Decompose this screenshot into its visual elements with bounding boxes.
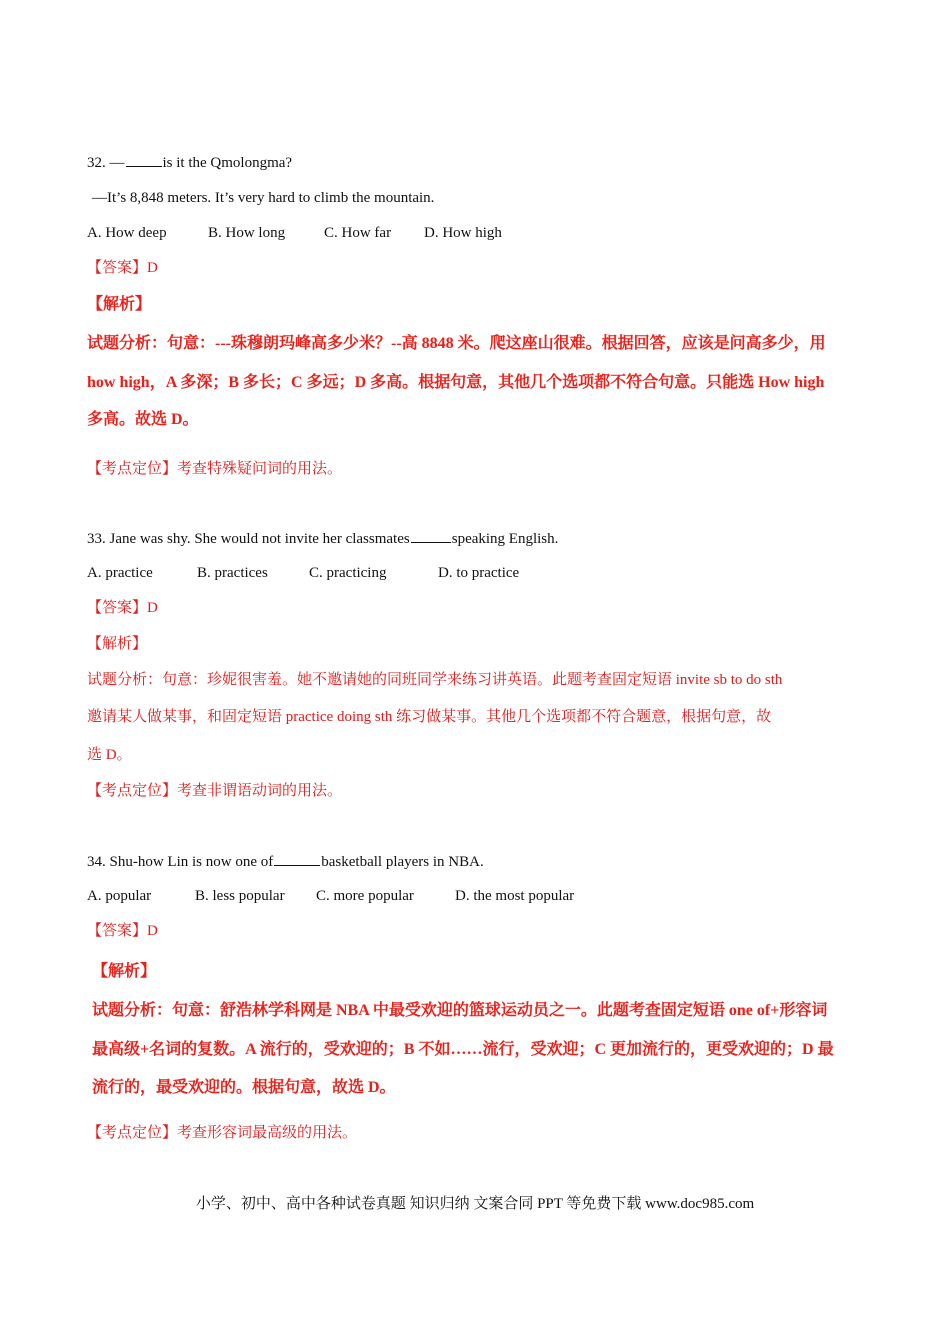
question-34-point: 【考点定位】考查形容词最高级的用法。 (87, 1125, 358, 1141)
question-32-analysis-line: 多高。故选 D。 (87, 411, 199, 428)
question-33-options (87, 563, 519, 583)
question-34-analysis-line: 试题分析：句意：舒浩林学科网是 NBA 中最受欢迎的篮球运动员之一。此题考查固定短语 one of+形容词 (92, 1002, 828, 1019)
option-d: D. the most popular (455, 888, 575, 904)
question-32-analysis-line: 试题分析：句意：---珠穆朗玛峰高多少米？--高 8848 米。爬这座山很难。根据回答，应该是问高多少，用 (87, 335, 826, 352)
option-c: C. more popular (316, 888, 414, 904)
question-33-analysis-label: 【解析】 (87, 636, 148, 652)
question-34-stem: 34. Shu-how Lin is now one of basketball players in NBA. (87, 851, 484, 872)
question-32-point: 【考点定位】考查特殊疑问词的用法。 (87, 461, 343, 477)
question-32-stem: 32. — is it the Qmolongma? (87, 152, 292, 173)
answer-blank (274, 851, 320, 866)
question-33-point: 【考点定位】考查非谓语动词的用法。 (87, 783, 343, 799)
page-footer: 小学、初中、高中各种试卷真题 知识归纳 文案合同 PPT 等免费下载 www.doc985.com (195, 1196, 755, 1212)
option-c: C. How far (324, 225, 392, 241)
option-b: B. practices (197, 565, 268, 581)
option-a: A. practice (87, 565, 153, 581)
option-c: C. practicing (309, 565, 387, 581)
option-b: B. less popular (195, 888, 285, 904)
answer-blank (411, 528, 451, 543)
question-32-analysis-label: 【解析】 (87, 296, 152, 313)
option-a: A. How deep (87, 225, 167, 241)
option-d: D. How high (424, 225, 502, 241)
question-32-options (87, 223, 502, 243)
question-32-answer: 【答案】D (87, 260, 158, 276)
question-34-options (87, 886, 574, 906)
option-a: A. popular (87, 888, 152, 904)
option-d: D. to practice (438, 565, 520, 581)
question-33-stem: 33. Jane was shy. She would not invite her classmates speaking English. (87, 528, 558, 549)
question-34-analysis-line: 最高级+名词的复数。A 流行的，受欢迎的；B 不如……流行，受欢迎；C 更加流行的，更受欢迎的；D 最 (92, 1041, 834, 1058)
question-33-analysis-line: 试题分析：句意：珍妮很害羞。她不邀请她的同班同学来练习讲英语。此题考查固定短语 invite sb to do sth (87, 672, 783, 688)
question-32-analysis-line: how high，A 多深；B 多长；C 多远；D 多高。根据句意，其他几个选项都不符合句意。只能选 How high (87, 374, 825, 391)
question-33-analysis-line: 邀请某人做某事，和固定短语 practice doing sth 练习做某事。其他几个选项都不符合题意，根据句意，故 (87, 709, 772, 725)
question-34-analysis-line: 流行的，最受欢迎的。根据句意，故选 D。 (92, 1079, 396, 1096)
question-34-answer: 【答案】D (87, 923, 158, 939)
option-b: B. How long (208, 225, 286, 241)
answer-blank (126, 152, 162, 167)
question-34-analysis-label: 【解析】 (92, 963, 157, 980)
question-32-reply: —It’s 8,848 meters. It’s very hard to climb the mountain. (92, 190, 435, 206)
question-33-analysis-line: 选 D。 (87, 747, 132, 763)
question-33-answer: 【答案】D (87, 600, 158, 616)
